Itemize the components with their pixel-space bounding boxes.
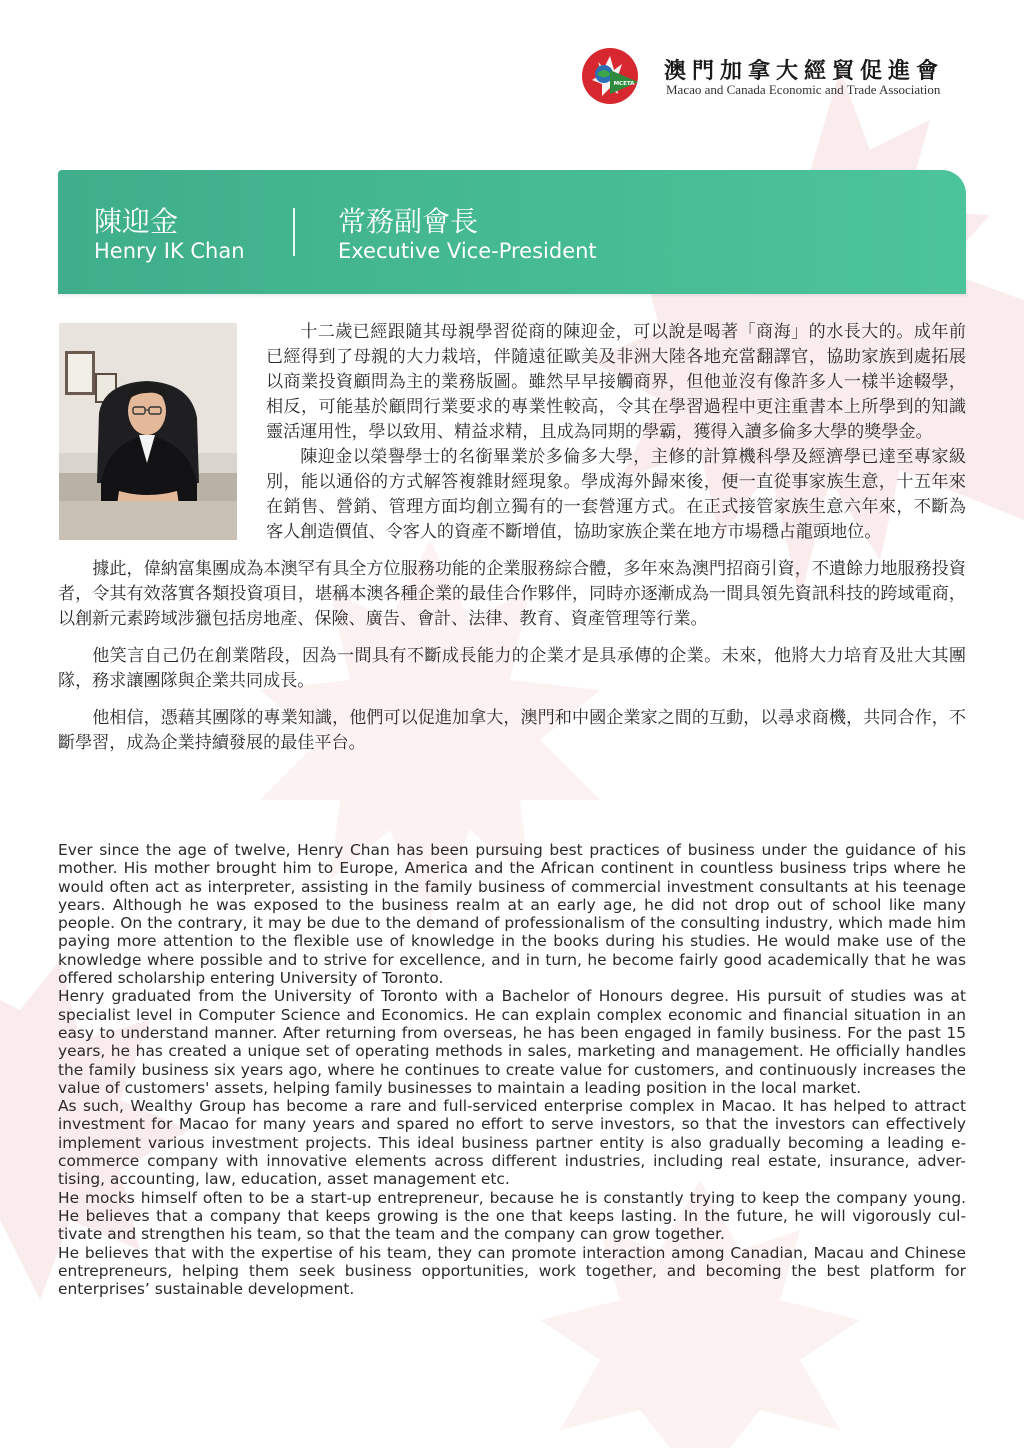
name-block <box>94 206 245 264</box>
person-name-en: Henry IK Chan <box>94 239 245 263</box>
biography-chinese <box>58 320 966 756</box>
bio-zh-paragraph: 他相信，憑藉其團隊的專業知識，他們可以促進加拿大，澳門和中國企業家之間的互動，以尋求商機，共同合作，不斷學習，成為企業持續發展的最佳平台。 <box>58 708 966 753</box>
organization-name-en: Macao and Canada Economic and Trade Association <box>666 82 941 97</box>
bio-en-paragraph: Henry graduated from the University of Toronto with a Bachelor of Honours degree. His pursuit of studies was at specialist level in Computer Science and Economics. He can explain complex economic and financial situation in an easy to understand manner. After returning from overseas, he has been engaged in family business. For the past 15 years, he has created a unique set of operating methods in sales, marketing and management. He officially handles the family business six years ago, where he continues to create value for customers, and continuously increases the value of customers' assets, helping family businesses to maintain a leading position in the local market. <box>58 987 966 1097</box>
position-block <box>338 206 597 264</box>
bio-en-paragraph: Ever since the age of twelve, Henry Chan has been pursuing best practices of business under the guidance of his mother. His mother brought him to Europe, America and the African continent in countless business trips where he would often act as interpreter, assisting in the family business of commercial investment consultants at his teenage years. Although he was exposed to the business realm at an early age, he did not drop out of school like many people. On the contrary, it may be due to the demand of professionalism of the consulting industry, which made him paying more attention to the flexible use of knowledge in the books during his studies. He would make use of the knowledge where possible and to strive for excellence, and in turn, he become fairly good academically that he was offered scholarship entering University of Toronto. <box>58 841 966 988</box>
organization-logo <box>580 46 980 106</box>
bio-zh-paragraph: 陳迎金以榮譽學士的名銜畢業於多倫多大學，主修的計算機科學及經濟學已達至專家級別，能以通俗的方式解答複雜財經現象。學成海外歸來後，便一直從事家族生意，十五年來在銷售、營銷、管理方面均創立獨有的一套營運方式。在正式接管家族生意六年來，不斷為客人創造價值、令客人的資產不斷增值，協助家族企業在地方市場穩占龍頭地位。 <box>266 447 966 542</box>
bio-zh-paragraph: 他笑言自己仍在創業階段，因為一間具有不斷成長能力的企業才是具承傳的企業。未來，他將大力培育及壯大其團隊，務求讓團隊與企業共同成長。 <box>58 646 966 691</box>
organization-name-zh: 澳門加拿大經貿促進會 <box>664 58 945 84</box>
position-title-en: Executive Vice-President <box>338 239 597 263</box>
banner-divider <box>293 208 295 256</box>
bio-en-paragraph: As such, Wealthy Group has become a rare and full-serviced enterprise complex in Macao. It has helped to attract investment for Macao for many years and spared no effort to serve investors, so that the investors can effectively implement various investment projects. This ideal business partner entity is also gradually becoming a leading e-commerce company with innovative elements across different industries, including real estate, insurance, adver-tising, accounting, law, education, asset management etc. <box>58 1097 966 1189</box>
title-banner <box>58 170 966 294</box>
bio-en-paragraph: He mocks himself often to be a start-up entrepreneur, because he is constantly trying to keep the company young. He believes that a company that keeps growing is the one that keeps lasting. In the future, he will vigorously cul-tivate and strengthen his team, so that the team and the company can grow together. <box>58 1188 966 1244</box>
mceta-emblem-icon <box>580 46 642 106</box>
emblem-text: MCETA <box>613 81 635 87</box>
bio-en-paragraph: He believes that with the expertise of his team, they can promote interaction among Canadian, Macau and Chinese entrepreneurs, helping them seek business opportunities, work together, and becoming the best platform for enterprises’ sustainable development. <box>58 1243 966 1299</box>
position-title-zh: 常務副會長 <box>338 205 479 238</box>
biography-english <box>58 841 966 1298</box>
bio-zh-paragraph: 十二歲已經跟隨其母親學習從商的陳迎金，可以說是喝著「商海」的水長大的。成年前已經得到了母親的大力栽培，伴隨遠征歐美及非洲大陸各地充當翻譯官，協助家族到處拓展以商業投資顧問為主的業務版圖。雖然早早接觸商界，但他並沒有像許多人一樣半途輟學，相反，可能基於顧問行業要求的專業性較高，令其在學習過程中更注重書本上所學到的知識靈活運用性，學以致用、精益求精，且成為同期的學霸，獲得入讀多倫多大學的獎學金。 <box>266 322 966 442</box>
photo-spacer <box>58 320 244 546</box>
person-name-zh: 陳迎金 <box>94 205 179 238</box>
bio-zh-paragraph: 據此，偉納富集團成為本澳罕有具全方位服務功能的企業服務綜合體，多年來為澳門招商引資，不遺餘力地服務投資者，令其有效落實各類投資項目，堪稱本澳各種企業的最佳合作夥伴，同時亦逐漸成為一間具領先資訊科技的跨域電商，以創新元素跨域涉獵包括房地產、保險、廣告、會計、法律、教育、資產管理等行業。 <box>58 559 966 629</box>
